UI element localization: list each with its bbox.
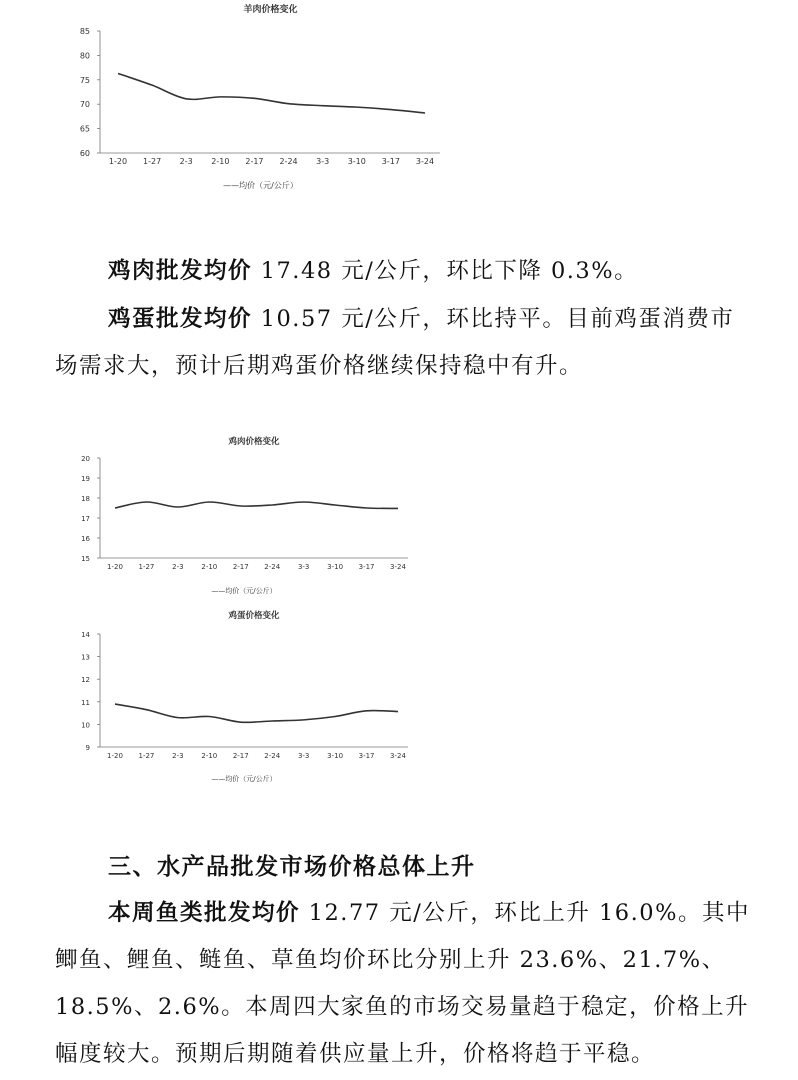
y-tick-label: 80 (79, 51, 90, 61)
x-tick-label: 2-3 (172, 752, 184, 760)
y-tick-label: 20 (81, 455, 90, 463)
x-tick-label: 2-24 (264, 563, 281, 571)
y-tick-label: 11 (81, 698, 90, 707)
x-tick-label: 3-24 (390, 563, 406, 571)
x-tick-label: 2-10 (201, 563, 218, 571)
x-tick-label: 2-10 (201, 752, 218, 760)
fish-paragraph (55, 890, 755, 1078)
x-tick-label: 2-17 (245, 157, 264, 166)
egg-price-chart (0, 604, 420, 784)
y-tick-label: 75 (79, 75, 90, 85)
y-tick-label: 70 (79, 100, 90, 110)
chicken-body: 17.48 元/公斤，环比下降 0.3%。 (252, 258, 639, 284)
y-tick-label: 9 (85, 744, 90, 752)
x-tick-label: 1-20 (107, 752, 123, 760)
x-tick-label: 3-3 (297, 752, 310, 760)
chart-title: 羊肉价格变化 (243, 5, 298, 15)
x-tick-label: 2-3 (172, 563, 184, 571)
chart-svg (0, 0, 440, 200)
y-tick-label: 19 (81, 475, 90, 483)
egg-lead: 鸡蛋批发均价 (108, 306, 253, 332)
legend-entry: ——均价（元/公斤） (211, 775, 277, 783)
y-tick-label: 16 (81, 535, 90, 543)
series-line (115, 704, 398, 722)
y-tick-label: 12 (81, 676, 90, 685)
series-line (115, 502, 398, 508)
legend-entry: ——均价（元/公斤） (211, 587, 277, 595)
chart-title: 鸡蛋价格变化 (228, 611, 280, 621)
y-tick-label: 18 (81, 495, 90, 503)
x-tick-label: 1-20 (107, 563, 123, 571)
x-tick-label: 3-10 (347, 157, 366, 166)
x-tick-label: 3-17 (381, 157, 400, 166)
x-tick-label: 3-24 (390, 752, 406, 760)
x-tick-label: 3-17 (358, 752, 375, 760)
x-tick-label: 1-27 (138, 752, 155, 760)
y-tick-label: 13 (81, 653, 90, 662)
x-tick-label: 1-27 (143, 157, 162, 166)
x-tick-label: 3-10 (327, 563, 344, 571)
chicken-lead: 鸡肉批发均价 (108, 258, 253, 284)
y-tick-label: 15 (81, 555, 90, 563)
egg-body: 10.57 元/公斤，环比持平。目前鸡蛋消费市场需求大，预计后期鸡蛋价格继续保持稳中有升。 (55, 306, 735, 379)
section-heading: 三、水产品批发市场价格总体上升 (108, 853, 476, 880)
mutton-price-chart (0, 0, 440, 200)
x-tick-label: 3-24 (415, 157, 435, 166)
x-tick-label: 3-10 (327, 752, 344, 760)
x-tick-label: 3-17 (358, 563, 375, 571)
chicken-price-chart (0, 428, 420, 598)
chart-title: 鸡肉价格变化 (228, 437, 280, 447)
chart-svg (0, 604, 420, 784)
y-tick-label: 10 (81, 721, 90, 730)
x-tick-label: 3-3 (297, 563, 310, 571)
y-tick-label: 65 (79, 124, 90, 134)
x-tick-label: 2-10 (211, 157, 230, 166)
chicken-paragraph (55, 248, 755, 295)
x-tick-label: 2-17 (232, 563, 249, 571)
x-tick-label: 1-20 (108, 157, 128, 166)
x-tick-label: 1-27 (138, 563, 155, 571)
x-tick-label: 2-3 (179, 157, 193, 166)
y-tick-label: 60 (79, 149, 90, 158)
egg-paragraph (55, 296, 755, 390)
x-tick-label: 2-24 (264, 752, 281, 760)
fish-body: 12.77 元/公斤，环比上升 16.0%。其中鲫鱼、鲤鱼、鲢鱼、草鱼均价环比分别上升 23.6%、21.7%、18.5%、2.6%。本周四大家鱼的市场交易量趋于稳定，价格上升幅度较大。预期后期随着供应量上升，价格将趋于平稳。 (55, 900, 750, 1067)
series-line (118, 73, 425, 113)
y-tick-label: 17 (81, 515, 90, 523)
y-tick-label: 14 (81, 631, 90, 639)
x-tick-label: 2-17 (232, 752, 249, 760)
legend-entry: ——均价（元/公斤） (223, 181, 298, 190)
x-tick-label: 2-24 (279, 157, 298, 166)
x-tick-label: 3-3 (316, 157, 330, 166)
fish-lead: 本周鱼类批发均价 (108, 900, 301, 926)
chart-svg (0, 428, 420, 598)
y-tick-label: 85 (79, 27, 90, 36)
